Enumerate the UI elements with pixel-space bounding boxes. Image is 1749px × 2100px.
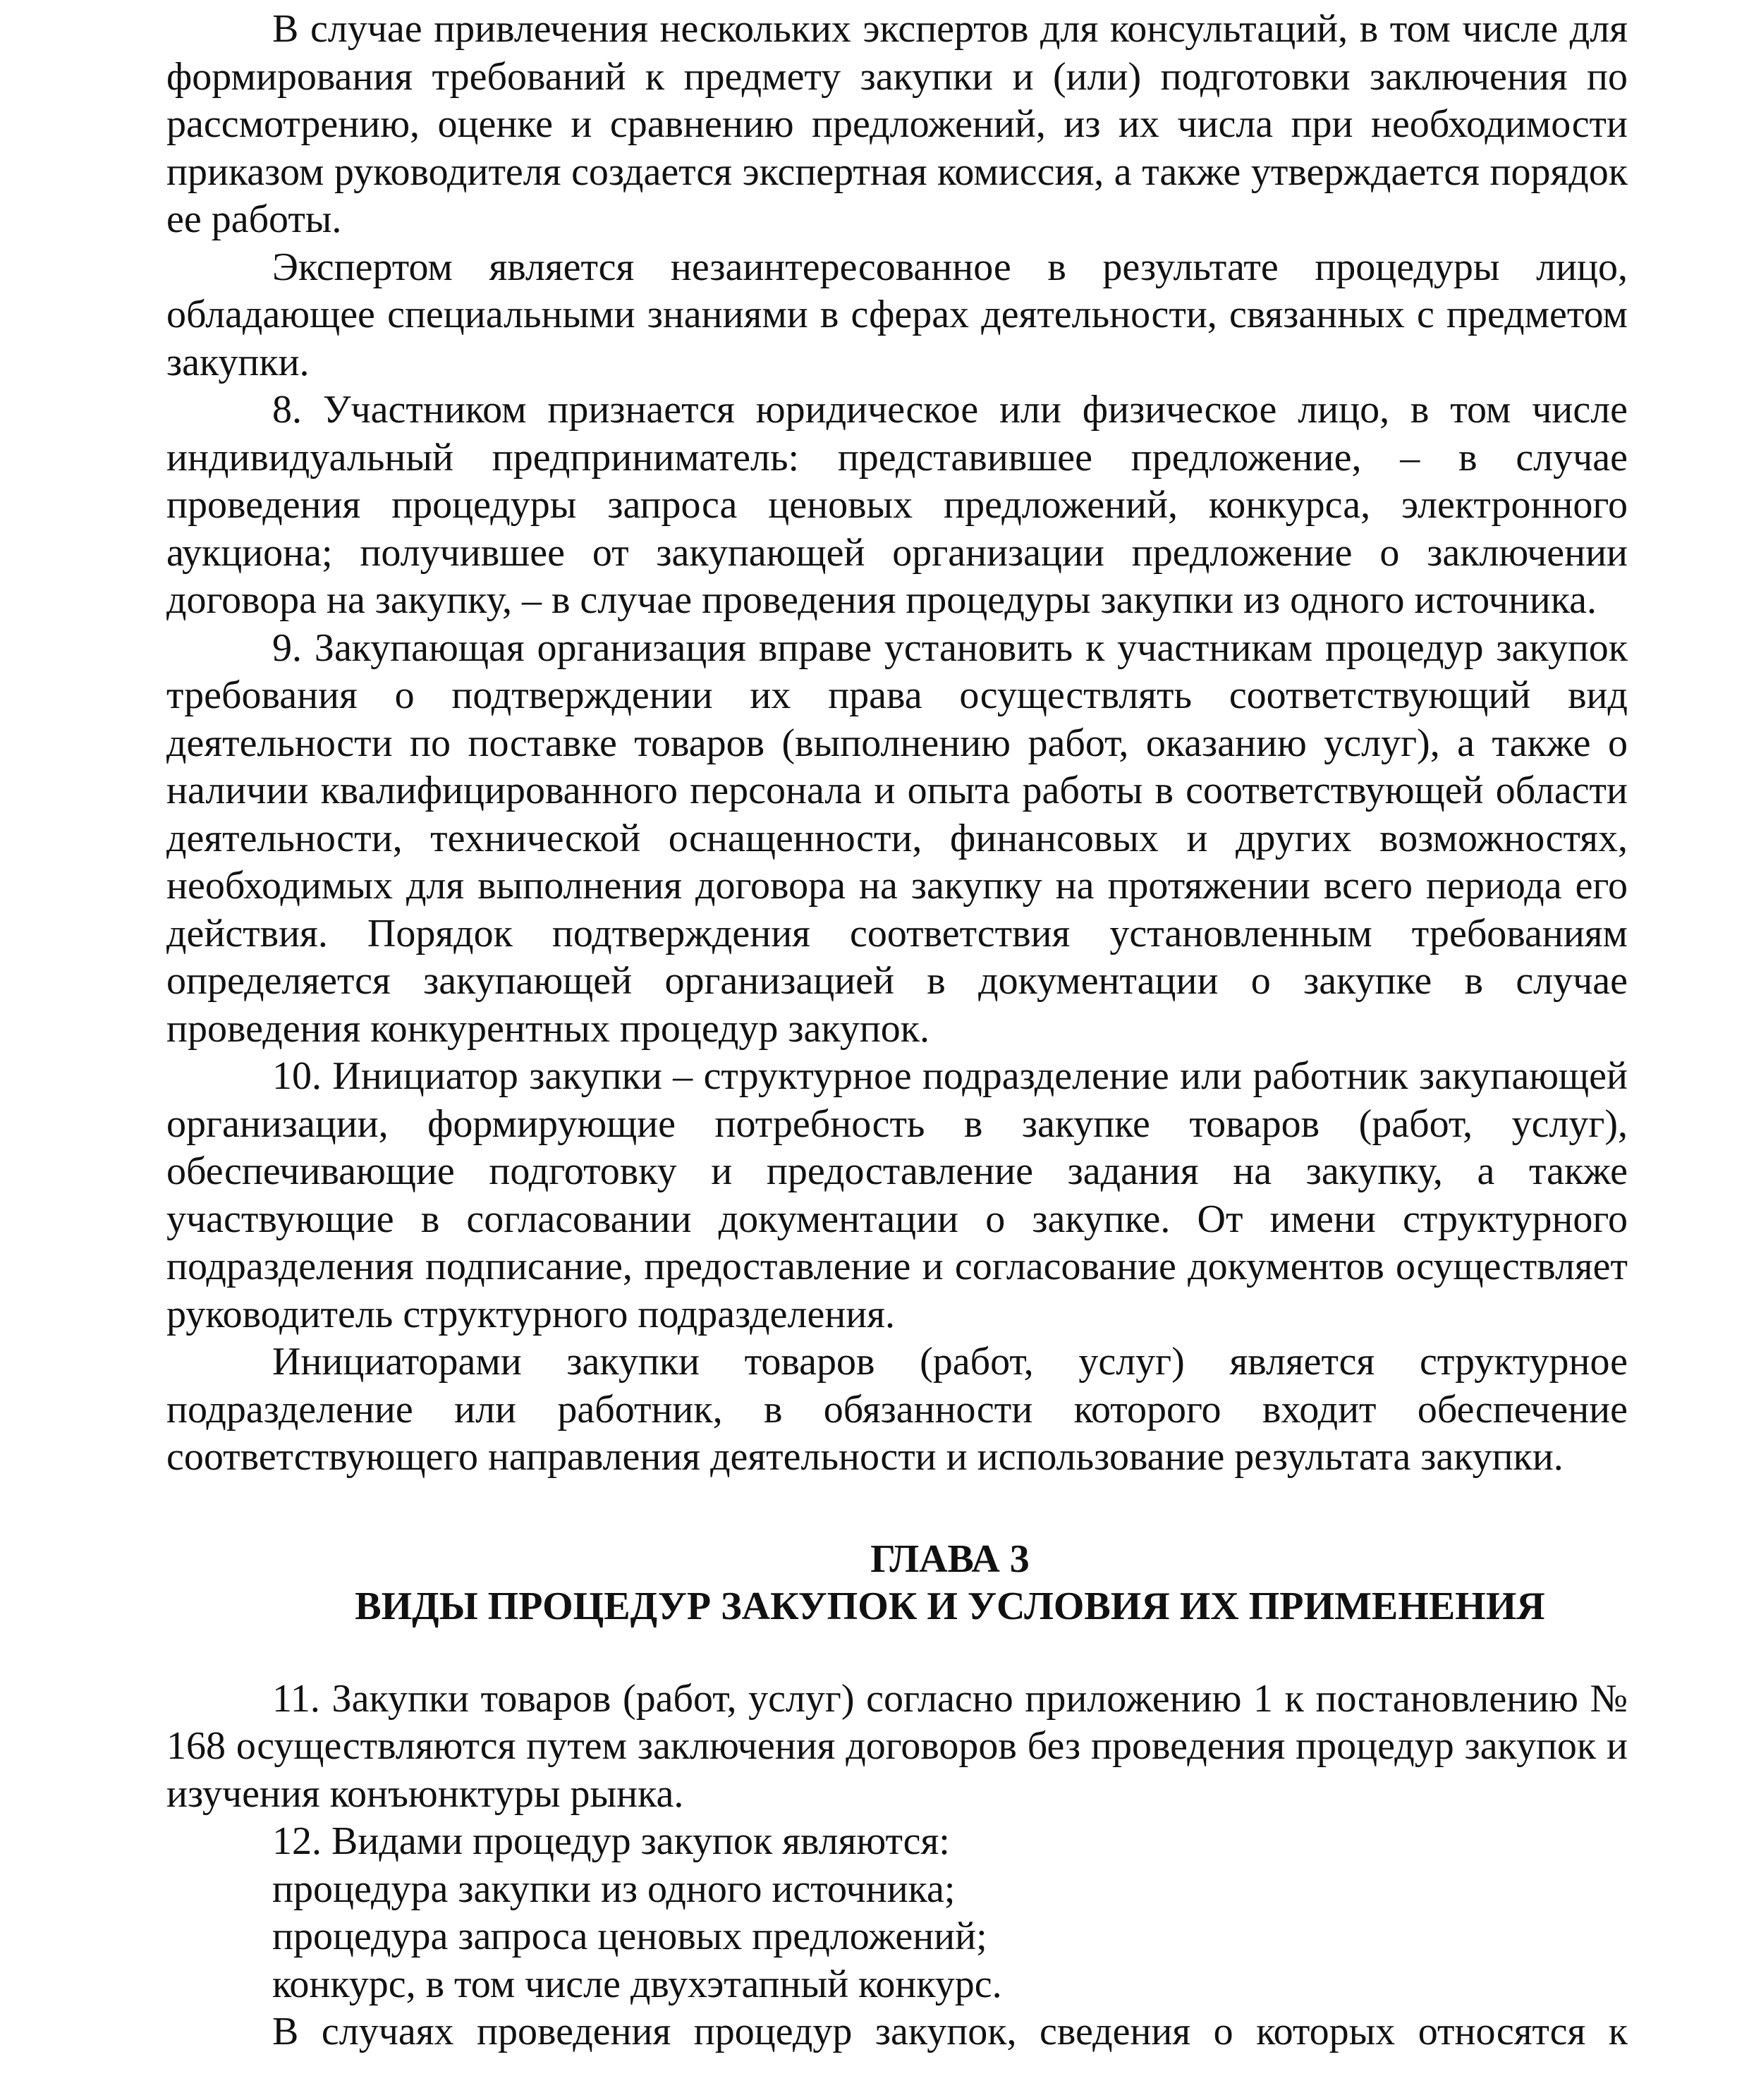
- paragraph-last-partial: В случаях проведения процедур закупок, сведения о которых относятся к: [272, 2010, 1628, 2053]
- paragraph-9-requirements: 9. Закупающая организация вправе установить к участникам процедур закупок требования о подтверждении их права осуществлять соответствующий вид деятельности по поставке товаров (выполнению работ, оказанию услуг), а также о наличии квалифицированного персонала и опыта работы в соответствующей области деятельности, технической оснащенности, финансовых и других возможностях, необходимых для выполнения договора на закупку на протяжении всего периода его действия. Порядок подтверждения соответствия установленным требованиям определяется закупающей организацией в документации о закупке в случае проведения конкурентных процедур закупок.: [166, 625, 1628, 1051]
- chapter-number: ГЛАВА 3: [870, 1537, 1030, 1581]
- paragraph-8-participant: 8. Участником признается юридическое или физическое лицо, в том числе индивидуальный предприниматель: представившее предложение, – в случае проведения процедуры запроса ценовых предложений, конкурса, электронного аукциона; получившее от закупающей организации предложение о заключении договора на закупку, – в случае проведения процедуры закупки из одного источника.: [166, 388, 1628, 622]
- paragraph-11-purchases: 11. Закупки товаров (работ, услуг) согласно приложению 1 к постановлению № 168 осуществляются путем заключения договоров без проведения процедур закупок и изучения конъюнктуры рынка.: [166, 1676, 1628, 1816]
- list-item: процедура закупки из одного источника;: [272, 1867, 956, 1911]
- chapter-title: ВИДЫ ПРОЦЕДУР ЗАКУПОК И УСЛОВИЯ ИХ ПРИМЕНЕНИЯ: [355, 1585, 1545, 1628]
- paragraph-expert-definition: Экспертом является незаинтересованное в результате процедуры лицо, обладающее специальными знаниями в сферах деятельности, связанных с предметом закупки.: [166, 245, 1628, 384]
- paragraph-experts-commission: В случае привлечения нескольких экспертов для консультаций, в том числе для формирования требований к предмету закупки и (или) подготовки заключения по рассмотрению, оценке и сравнению предложений, из их числа при необходимости приказом руководителя создается экспертная комиссия, а также утверждается порядок ее работы.: [166, 7, 1628, 241]
- document-page: [166, 0, 1628, 2056]
- paragraph-initiators: Инициаторами закупки товаров (работ, услуг) является структурное подразделение или работник, в обязанности которого входит обеспечение соответствующего направления деятельности и использование результата закупки.: [166, 1340, 1628, 1479]
- list-item: конкурс, в том числе двухэтапный конкурс.: [272, 1962, 1002, 2006]
- paragraph-12-intro: 12. Видами процедур закупок являются:: [272, 1819, 950, 1863]
- list-item: процедура запроса ценовых предложений;: [272, 1915, 987, 1958]
- chapter-heading: [166, 1536, 1628, 1631]
- paragraph-10-initiator: 10. Инициатор закупки – структурное подразделение или работник закупающей организации, формирующие потребность в закупке товаров (работ, услуг), обеспечивающие подготовку и предоставление задания на закупку, а также участвующие в согласовании документации о закупке. От имени структурного подразделения подписание, предоставление и согласование документов осуществляет руководитель структурного подразделения.: [166, 1054, 1628, 1336]
